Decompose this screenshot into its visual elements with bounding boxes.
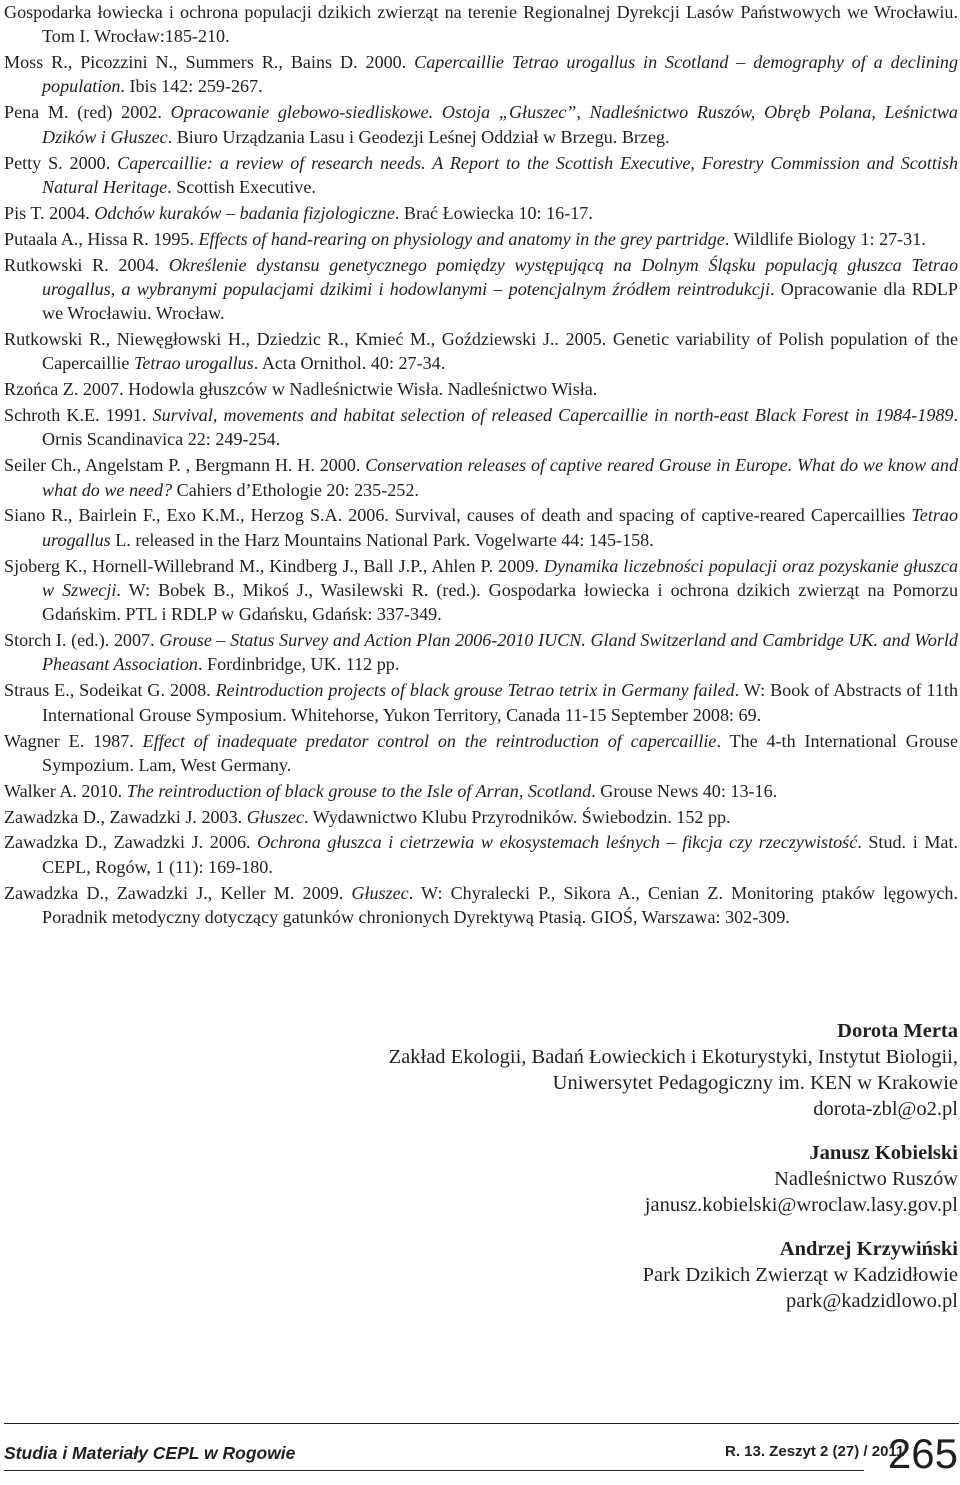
reference-text: . Grouse News 40: 13-16. [591,780,778,801]
reference-text: . W: Chyralecki P., Sikora A., Cenian Z. Monitoring ptaków lęgowych. Poradnik metodyczny dotyczący gatunków chronionych Dyrektywą Ptasią. GIOŚ, Warszawa: 302-309. [42,882,958,927]
reference-entry [4,453,958,502]
reference-text: Putaala A., Hissa R. 1995. [4,228,199,249]
footer-divider [4,1470,864,1471]
reference-title: Głuszec [246,806,304,827]
reference-text: Gospodarka łowiecka i ochrona populacji dzikich zwierząt na terenie Regionalnej Dyrekcji Lasów Państwowych we Wrocławiu. Tom I. Wrocław:185-210. [4,2,958,47]
reference-entry [4,503,958,552]
author-name: Janusz Kobielski [809,1142,958,1164]
reference-title: Odchów kuraków – badania fizjologiczne [94,202,395,223]
reference-text: Cahiers d’Ethologie 20: 235-252. [172,479,419,500]
reference-text: . Opracowanie dla RDLP we Wrocławiu. Wrocław. [42,278,958,324]
reference-title: Określenie dystansu genetycznego pomiędzy występującą na Dolnym Śląsku populacją głuszca Tetrao urogallus, a wybranymi populacjami dzikimi i hodowlanymi – potencjalnym źródłem reintrodukcji [42,254,958,299]
reference-entry [4,628,958,677]
reference-text: . W: Bobek B., Mikoś J., Wasilewski R. (red.). Gospodarka łowiecka i ochrona dzikich zwierząt na Pomorzu Gdańskim. PTL i RDLP w Gdańsku, Gdańsk: 337-349. [42,579,958,625]
reference-title: Opracowanie glebowo-siedliskowe. Ostoja „Głuszec”, Nadleśnictwo Ruszów, Obręb Polana, Leśnictwa Dzików i Głuszec [42,102,958,147]
reference-text: . Wydawnictwo Klubu Przyrodników. Świebodzin. 152 pp. [303,806,731,827]
reference-text: . The 4-th International Grouse Sympozium. Lam, West Germany. [42,730,959,775]
reference-entry [4,227,958,251]
reference-text: L. released in the Harz Mountains National Park. Vogelwarte 44: 145-158. [110,529,654,550]
reference-entry [4,805,958,829]
author-affiliation: Zakład Ekologii, Badań Łowieckich i Ekoturystyki, Instytut Biologii, [388,1046,958,1068]
reference-text: . Fordinbridge, UK. 112 pp. [197,654,400,675]
reference-text: Rutkowski R. 2004. [4,254,169,275]
reference-text: Siano R., Bairlein F., Exo K.M., Herzog S.A. 2006. Survival, causes of death and spacing of captive-reared Capercaillies [4,505,912,526]
reference-text: . Stud. i Mat. CEPL, Rogów, 1 (11): 169-180. [42,832,959,877]
reference-text: . Wildlife Biology 1: 27-31. [724,228,926,249]
author-email: janusz.kobielski@wroclaw.lasy.gov.pl [644,1194,958,1216]
author-affiliations [238,1018,958,1332]
reference-text: Wagner E. 1987. [4,730,143,751]
reference-entry [4,253,958,326]
issue-info: R. 13. Zeszyt 2 (27) / 2011 [725,1443,905,1460]
reference-title: Effect of inadequate predator control on the reintroduction of capercaillie [142,730,717,751]
reference-title: Tetrao urogallus [133,353,254,374]
reference-title: Dynamika liczebności populacji oraz pozyskanie głuszca w Szwecji [42,555,958,600]
reference-title: Capercaillie: a review of research needs. A Report to the Scottish Executive, Forestry Commission and Scottish Natural Heritage [42,152,959,197]
author-affiliation: Uniwersytet Pedagogiczny im. KEN w Krakowie [552,1072,958,1094]
page-number: 265 [887,1430,958,1477]
reference-entry [4,327,958,376]
author-email: park@kadzidlowo.pl [785,1290,958,1312]
author-block [238,1236,958,1314]
reference-title: Survival, movements and habitat selection of released Capercaillie in north-east Black Forest in 1984-1989 [152,405,954,426]
author-block [238,1018,958,1122]
reference-text: . Acta Ornithol. 40: 27-34. [253,353,446,374]
reference-text: . Brać Łowiecka 10: 16-17. [394,202,593,223]
reference-entry [4,554,958,627]
reference-title: Tetrao urogallus [42,505,958,550]
reference-entry [4,403,958,452]
footer-divider [4,1423,959,1424]
reference-entry [4,50,958,99]
reference-text: Straus E., Sodeikat G. 2008. [4,680,216,701]
reference-text: . Ibis 142: 259-267. [120,76,263,97]
reference-text: Storch I. (ed.). 2007. [4,630,160,651]
author-affiliation: Park Dzikich Zwierząt w Kadzidłowie [642,1264,958,1286]
author-email: dorota-zbl@o2.pl [813,1098,958,1120]
reference-title: The reintroduction of black grouse to the Isle of Arran, Scotland [126,780,592,801]
reference-text: Schroth K.E. 1991. [4,405,153,426]
reference-text: Petty S. 2000. [4,152,118,173]
reference-title: Capercaillie Tetrao urogallus in Scotland – demography of a declining population [42,52,958,97]
reference-text: Zawadzka D., Zawadzki J. 2003. [4,806,247,827]
author-name: Dorota Merta [837,1020,958,1042]
reference-title: Reintroduction projects of black grouse Tetrao tetrix in Germany failed [215,680,735,701]
reference-title: Głuszec [351,882,409,903]
reference-title: Effects of hand-rearing on physiology and anatomy in the grey partridge [198,228,725,249]
reference-text: Rzońca Z. 2007. Hodowla głuszców w Nadleśnictwie Wisła. Nadleśnictwo Wisła. [4,379,598,400]
reference-entry [4,151,958,200]
journal-title: Studia i Materiały CEPL w Rogowie [4,1443,296,1463]
reference-title: Conservation releases of captive reared Grouse in Europe. What do we know and what do we need? [42,455,958,500]
reference-entry [4,779,958,803]
reference-entry [4,678,958,727]
reference-text: Seiler Ch., Angelstam P. , Bergmann H. H. 2000. [4,455,366,476]
author-block [238,1140,958,1218]
reference-text: Zawadzka D., Zawadzki J. 2006. [4,832,258,853]
reference-entry [4,729,958,778]
reference-text: . Scottish Executive. [167,176,316,197]
reference-text: Walker A. 2010. [4,780,127,801]
author-name: Andrzej Krzywiński [779,1238,958,1260]
reference-title: Ochrona głuszca i cietrzewia w ekosystemach leśnych – fikcja czy rzeczywistość [257,832,858,853]
reference-text: . Ornis Scandinavica 22: 249-254. [42,405,958,450]
reference-entry [4,201,958,225]
reference-text: Pis T. 2004. [4,202,95,223]
reference-entry [4,0,958,49]
reference-entry [4,100,958,149]
reference-text: Pena M. (red) 2002. [4,102,171,123]
reference-text: . W: Book of Abstracts of 11th International Grouse Symposium. Whitehorse, Yukon Territory, Canada 11-15 September 2008: 69. [42,680,958,725]
reference-text: . Biuro Urządzania Lasu i Geodezji Leśnej Oddział w Brzegu. Brzeg. [167,126,670,147]
reference-entry [4,377,958,401]
reference-text: Sjoberg K., Hornell-Willebrand M., Kindberg J., Ball J.P., Ahlen P. 2009. [4,555,544,576]
author-affiliation: Nadleśnictwo Ruszów [774,1168,958,1190]
reference-text: Zawadzka D., Zawadzki J., Keller M. 2009. [4,882,352,903]
reference-text: Moss R., Picozzini N., Summers R., Bains D. 2000. [4,52,415,73]
reference-entry [4,881,958,930]
reference-entry [4,830,958,879]
reference-list [4,0,958,931]
reference-title: Grouse – Status Survey and Action Plan 2006-2010 IUCN. Gland Switzerland and Cambridge UK. and World Pheasant Association [42,630,958,675]
reference-text: Rutkowski R., Niewęgłowski H., Dziedzic R., Kmieć M., Goździewski J.. 2005. Genetic variability of Polish population of the Capercaillie [4,329,958,374]
